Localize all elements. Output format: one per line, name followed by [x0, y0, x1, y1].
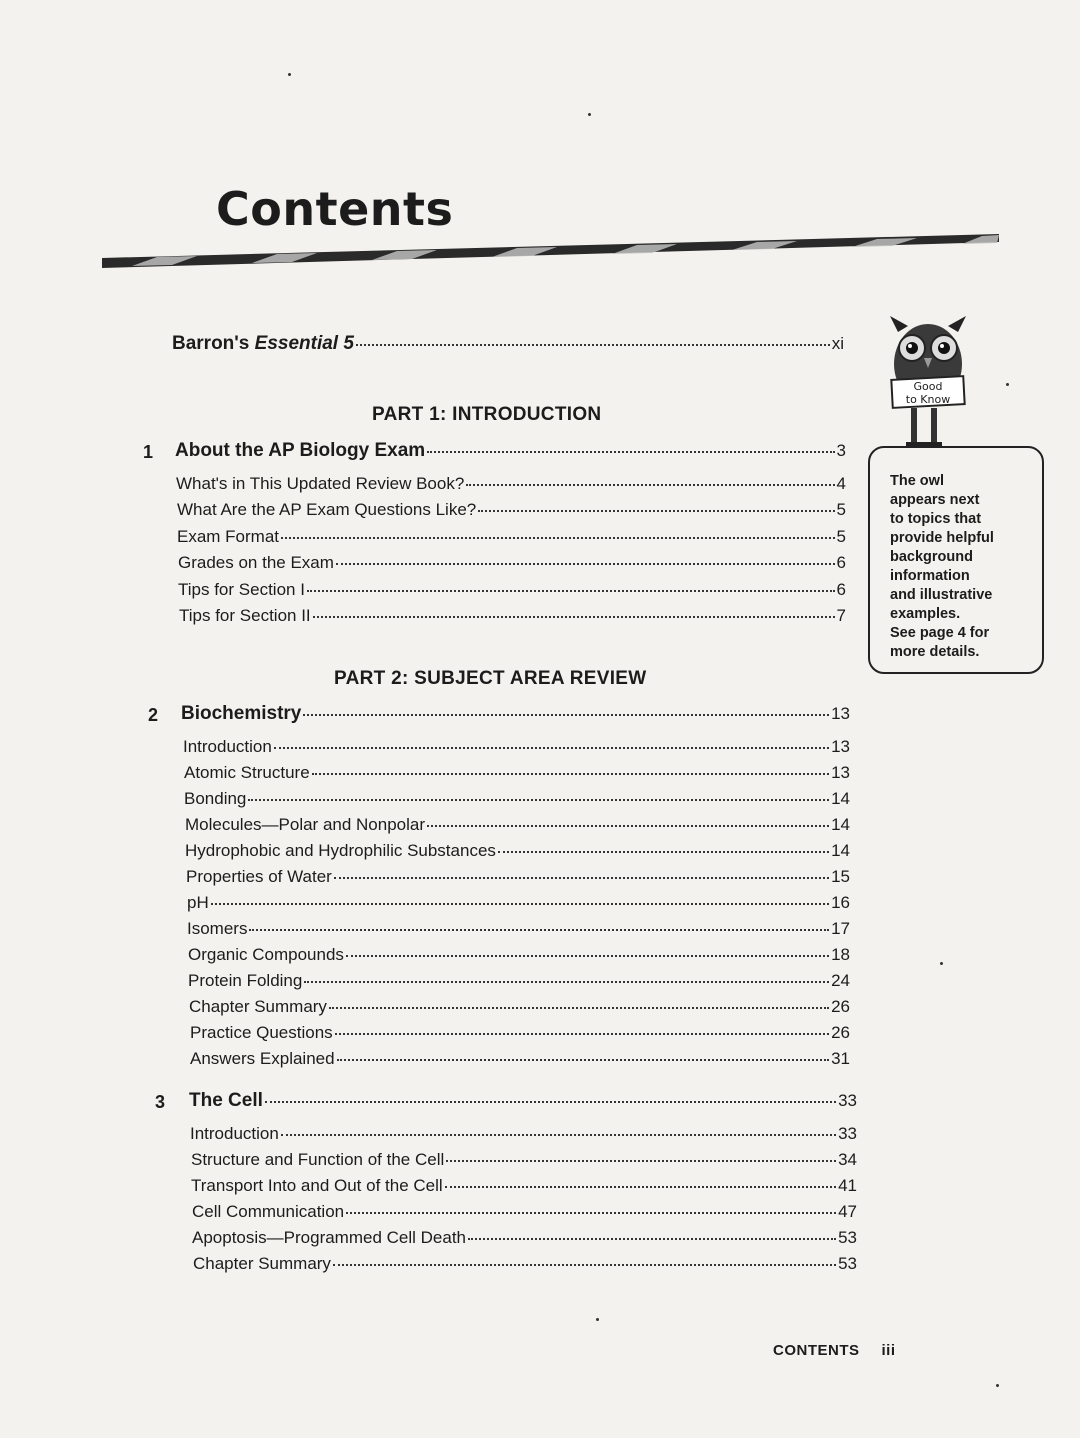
toc-section-entry[interactable]	[178, 553, 846, 573]
print-speck	[996, 1384, 999, 1387]
dot-leader	[445, 1186, 836, 1188]
section-title: What Are the AP Exam Questions Like?	[177, 500, 477, 519]
footer-page-number: iii	[881, 1342, 896, 1359]
toc-page-number: 24	[831, 971, 850, 990]
toc-page-number: 18	[831, 945, 850, 964]
toc-entry-label: Barron's Essential 5	[172, 333, 354, 354]
toc-section-entry[interactable]	[187, 893, 850, 913]
toc-section-entry[interactable]	[191, 1176, 857, 1196]
toc-page-number: 33	[838, 1091, 857, 1110]
toc-page-number: 14	[831, 841, 850, 860]
toc-section-entry[interactable]	[184, 763, 850, 783]
dot-leader	[337, 1059, 830, 1061]
section-title: Answers Explained	[190, 1049, 335, 1068]
toc-page-number: 26	[831, 997, 850, 1016]
toc-section-entry[interactable]	[192, 1228, 857, 1248]
dot-leader	[313, 616, 835, 618]
owl-info-box	[868, 446, 1044, 674]
toc-page-number: 13	[831, 737, 850, 756]
toc-page-number: 5	[836, 527, 846, 546]
section-title: Cell Communication	[192, 1202, 345, 1221]
dot-leader	[478, 510, 834, 512]
section-title: Isomers	[187, 919, 248, 938]
decorative-stripe	[102, 232, 999, 268]
section-title: Chapter Summary	[193, 1254, 331, 1273]
print-speck	[940, 962, 943, 965]
dot-leader	[334, 877, 829, 879]
toc-section-entry[interactable]	[191, 1150, 857, 1170]
toc-page-number: 13	[831, 763, 850, 782]
owl-info-line: background	[890, 549, 973, 565]
dot-leader	[466, 484, 834, 486]
dot-leader	[346, 1212, 836, 1214]
toc-page-number: 16	[831, 893, 850, 912]
dot-leader	[281, 537, 835, 539]
owl-info-line: provide helpful	[890, 530, 994, 546]
dot-leader	[249, 929, 829, 931]
toc-section-entry[interactable]	[190, 1023, 850, 1043]
toc-page-number: 4	[836, 474, 846, 493]
chapter-number: 2	[148, 705, 159, 725]
section-title: Practice Questions	[190, 1023, 333, 1042]
dot-leader	[335, 1033, 829, 1035]
section-title: What's in This Updated Review Book?	[176, 474, 465, 493]
dot-leader	[281, 1134, 836, 1136]
dot-leader	[303, 714, 829, 716]
section-title: Structure and Function of the Cell	[191, 1150, 445, 1169]
section-title: Transport Into and Out of the Cell	[191, 1176, 443, 1195]
dot-leader	[304, 981, 829, 983]
toc-page-number: 6	[836, 553, 846, 572]
dot-leader	[468, 1238, 836, 1240]
chapter-title: The Cell	[189, 1090, 263, 1111]
dot-leader	[312, 773, 829, 775]
toc-page-number: 41	[838, 1176, 857, 1195]
toc-section-entry[interactable]	[184, 789, 850, 809]
owl-info-line: See page 4 for	[890, 625, 990, 641]
toc-section-entry[interactable]	[193, 1254, 857, 1274]
toc-section-entry[interactable]	[185, 841, 850, 861]
page-footer	[773, 1342, 918, 1359]
section-title: Introduction	[190, 1124, 279, 1143]
print-speck	[288, 73, 291, 76]
dot-leader	[427, 825, 829, 827]
chapter-title: Biochemistry	[181, 703, 302, 724]
owl-info-line: appears next	[890, 492, 980, 508]
section-title: Apoptosis—Programmed Cell Death	[192, 1228, 467, 1247]
toc-section-entry[interactable]	[188, 971, 850, 991]
toc-page-number: 14	[831, 789, 850, 808]
section-title: Grades on the Exam	[178, 553, 334, 572]
owl-info-line: to topics that	[890, 511, 982, 527]
toc-section-entry[interactable]	[187, 919, 850, 939]
dot-leader	[329, 1007, 829, 1009]
toc-page-number: 7	[836, 606, 846, 625]
toc-page-number: 15	[831, 867, 850, 886]
toc-page-number: 53	[838, 1254, 857, 1273]
section-title: Chapter Summary	[189, 997, 327, 1016]
toc-page-number: 34	[838, 1150, 857, 1169]
dot-leader	[346, 955, 829, 957]
toc-section-entry[interactable]	[177, 500, 846, 520]
section-title: Atomic Structure	[184, 763, 310, 782]
section-title: Exam Format	[177, 527, 280, 546]
toc-page-number: 6	[836, 580, 846, 599]
owl-info-line: examples.	[890, 606, 961, 622]
toc-page-number: 33	[838, 1124, 857, 1143]
toc-section-entry[interactable]	[177, 527, 846, 547]
toc-section-entry[interactable]	[188, 945, 850, 965]
print-speck	[596, 1318, 599, 1321]
page-title: Contents	[216, 182, 454, 236]
toc-section-entry[interactable]	[192, 1202, 857, 1222]
section-title: Organic Compounds	[188, 945, 344, 964]
dot-leader	[427, 451, 834, 453]
dot-leader	[356, 344, 830, 346]
toc-page-number: 53	[838, 1228, 857, 1247]
part-heading-1: PART 1: INTRODUCTION	[372, 404, 602, 425]
toc-page-number: 5	[836, 500, 846, 519]
toc-page-number: 17	[831, 919, 850, 938]
toc-page-number: 26	[831, 1023, 850, 1042]
section-title: Molecules—Polar and Nonpolar	[185, 815, 426, 834]
section-title: Properties of Water	[186, 867, 332, 886]
toc-section-entry[interactable]	[179, 606, 846, 626]
owl-info-line: The owl	[890, 473, 944, 489]
dot-leader	[446, 1160, 836, 1162]
toc-section-entry[interactable]	[186, 867, 850, 887]
toc-section-entry[interactable]	[189, 997, 850, 1017]
owl-sign-line2: to Know	[905, 393, 951, 406]
section-title: Protein Folding	[188, 971, 303, 990]
toc-page-number: xi	[831, 334, 844, 353]
owl-info-line: information	[890, 568, 970, 584]
toc-page-number: 31	[831, 1049, 850, 1068]
section-title: pH	[187, 893, 209, 912]
toc-section-entry[interactable]	[183, 737, 850, 757]
dot-leader	[274, 747, 829, 749]
chapter-number: 1	[143, 442, 154, 462]
toc-chapter-entry[interactable]	[175, 440, 846, 462]
dot-leader	[307, 590, 835, 592]
owl-info-text	[890, 472, 1030, 662]
toc-section-entry[interactable]	[190, 1049, 850, 1069]
toc-section-entry[interactable]	[178, 580, 846, 600]
print-speck	[588, 113, 591, 116]
dot-leader	[498, 851, 829, 853]
dot-leader	[248, 799, 829, 801]
toc-entry-essential-5[interactable]	[172, 333, 844, 355]
section-title: Bonding	[184, 789, 247, 808]
toc-section-entry[interactable]	[190, 1124, 857, 1144]
chapter-title: About the AP Biology Exam	[175, 440, 426, 461]
toc-chapter-entry[interactable]	[181, 703, 850, 725]
section-title: Tips for Section I	[178, 580, 305, 599]
footer-label: CONTENTS	[773, 1342, 860, 1359]
dot-leader	[211, 903, 829, 905]
chapter-number: 3	[155, 1092, 166, 1112]
dot-leader	[265, 1101, 836, 1103]
owl-info-line: and illustrative	[890, 587, 993, 603]
toc-chapter-entry[interactable]	[189, 1090, 857, 1112]
toc-page-number: 3	[836, 441, 846, 460]
part-heading-2: PART 2: SUBJECT AREA REVIEW	[334, 668, 647, 689]
toc-page-number: 14	[831, 815, 850, 834]
dot-leader	[336, 563, 835, 565]
section-title: Introduction	[183, 737, 272, 756]
owl-sign-line1: Good	[913, 380, 943, 393]
owl-info-line: more details.	[890, 644, 980, 660]
toc-page-number: 13	[831, 704, 850, 723]
toc-page-number: 47	[838, 1202, 857, 1221]
owl-icon	[884, 312, 972, 452]
toc-section-entry[interactable]	[176, 474, 846, 494]
dot-leader	[333, 1264, 836, 1266]
toc-section-entry[interactable]	[185, 815, 850, 835]
print-speck	[1006, 383, 1009, 386]
section-title: Hydrophobic and Hydrophilic Substances	[185, 841, 496, 860]
section-title: Tips for Section II	[179, 606, 311, 625]
